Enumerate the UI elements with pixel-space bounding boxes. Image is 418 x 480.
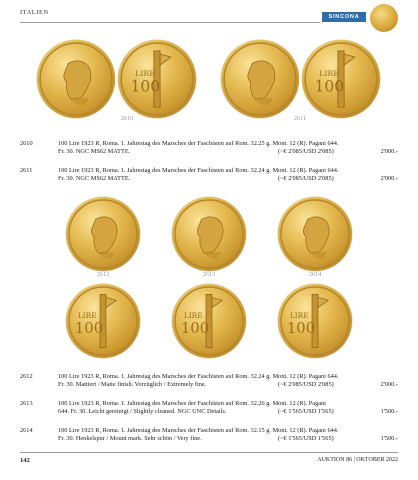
king-portrait-icon bbox=[278, 197, 352, 271]
lot-estimate: (~€ 2'085/USD 2'085) bbox=[278, 381, 334, 388]
svg-text:100: 100 bbox=[286, 319, 316, 337]
svg-text:LIRE: LIRE bbox=[183, 311, 203, 321]
lot-number: 2611 bbox=[20, 167, 33, 174]
lot-description-line1: 100 Lire 1923 R, Roma. 1. Jahrestag des Marsches der Faschisten auf Rom. 32.25 g. Mont. 12 (R). Pagani 644. bbox=[58, 140, 339, 147]
king-portrait-icon bbox=[37, 40, 115, 118]
lot-label: 2614 bbox=[308, 271, 322, 278]
fasces-icon bbox=[66, 284, 140, 358]
lot-price: 2'000.- bbox=[380, 148, 398, 155]
coin-2612-reverse[interactable] bbox=[66, 284, 140, 358]
coin-2610-reverse[interactable] bbox=[118, 40, 196, 118]
coin-2614-reverse[interactable] bbox=[278, 284, 352, 358]
lot-description-line2: Fr. 30. Henkelspur / Mount mark. Sehr schön / Very fine. bbox=[58, 435, 202, 442]
svg-text:100: 100 bbox=[314, 77, 345, 96]
king-portrait-icon bbox=[172, 197, 246, 271]
coin-2611-reverse[interactable] bbox=[302, 40, 380, 118]
svg-text:100: 100 bbox=[180, 319, 210, 337]
lot-number: 2613 bbox=[20, 400, 33, 407]
brand-coin-icon bbox=[370, 4, 398, 32]
lot-description-line2: Fr. 30. Mattiert / Matte finish. Vorzüglich / Extremely fine. bbox=[58, 381, 207, 388]
lot-estimate: (~€ 2'085/USD 2'085) bbox=[278, 148, 334, 155]
svg-text:100: 100 bbox=[74, 319, 104, 337]
lot-description-line2: Fr. 30. NGC MS62 MATTE. bbox=[58, 175, 131, 182]
fasces-icon bbox=[172, 284, 246, 358]
coin-2611-obverse[interactable] bbox=[221, 40, 299, 118]
lot-estimate: (~€ 1'565/USD 1'565) bbox=[278, 408, 334, 415]
lot-description-line1: 100 Lire 1923 R, Roma. 1. Jahrestag des Marsches der Faschisten auf Rom. 32.26 g. Mont. 12 (R). Pagani bbox=[58, 400, 326, 407]
svg-text:LIRE: LIRE bbox=[319, 68, 339, 78]
lot-description-line1: 100 Lire 1923 R, Roma. 1. Jahrestag des Marsches der Faschisten auf Rom. 32.15 g. Mont. 12 (R). Pagani 644. bbox=[58, 427, 339, 434]
fasces-icon bbox=[278, 284, 352, 358]
footer-divider bbox=[20, 452, 398, 453]
issue-label: AUKTION 86 | OKTOBER 2022 bbox=[317, 457, 398, 463]
coin-2612-obverse[interactable] bbox=[66, 197, 140, 271]
lot-label: 2612 bbox=[96, 271, 110, 278]
page-number: 142 bbox=[20, 457, 30, 464]
lot-label: 2611 bbox=[293, 115, 307, 122]
lot-description-line1: 100 Lire 1923 R, Roma. 1. Jahrestag des Marsches der Faschisten auf Rom. 32.24 g. Mont. 12 (R). Pagani 644. bbox=[58, 167, 339, 174]
coin-2613-reverse[interactable] bbox=[172, 284, 246, 358]
lot-estimate: (~€ 2'085/USD 2'085) bbox=[278, 175, 334, 182]
coin-2610-obverse[interactable] bbox=[37, 40, 115, 118]
lot-number: 2610 bbox=[20, 140, 33, 147]
lot-label: 2610 bbox=[120, 115, 134, 122]
lot-price: 2'000.- bbox=[380, 175, 398, 182]
lot-number: 2612 bbox=[20, 373, 33, 380]
header-divider bbox=[20, 22, 320, 23]
lot-price: 1'500.- bbox=[380, 435, 398, 442]
fasces-icon bbox=[118, 40, 196, 118]
lot-price: 2'000.- bbox=[380, 381, 398, 388]
coin-2614-obverse[interactable] bbox=[278, 197, 352, 271]
svg-text:100: 100 bbox=[130, 77, 161, 96]
king-portrait-icon bbox=[221, 40, 299, 118]
king-portrait-icon bbox=[66, 197, 140, 271]
lot-description-line2: 644. Fr. 30. Leicht gereinigt / Slightly cleaned. NGC UNC Details. bbox=[58, 408, 227, 415]
lot-price: 1'500.- bbox=[380, 408, 398, 415]
lot-description-line1: 100 Lire 1923 R, Roma. 1. Jahrestag des Marsches der Faschisten auf Rom. 32.24 g. Mont. 12 (R). Pagani 644. bbox=[58, 373, 339, 380]
section-title: ITALIEN bbox=[20, 9, 49, 16]
lot-estimate: (~€ 1'565/USD 1'565) bbox=[278, 435, 334, 442]
fasces-icon bbox=[302, 40, 380, 118]
svg-text:LIRE: LIRE bbox=[289, 311, 309, 321]
coin-2613-obverse[interactable] bbox=[172, 197, 246, 271]
svg-text:LIRE: LIRE bbox=[135, 68, 155, 78]
lot-number: 2614 bbox=[20, 427, 33, 434]
lot-description-line2: Fr. 30. NGC MS62 MATTE. bbox=[58, 148, 131, 155]
lot-label: 2613 bbox=[202, 271, 216, 278]
brand-badge: SINCONA bbox=[322, 12, 366, 22]
svg-text:LIRE: LIRE bbox=[77, 311, 97, 321]
